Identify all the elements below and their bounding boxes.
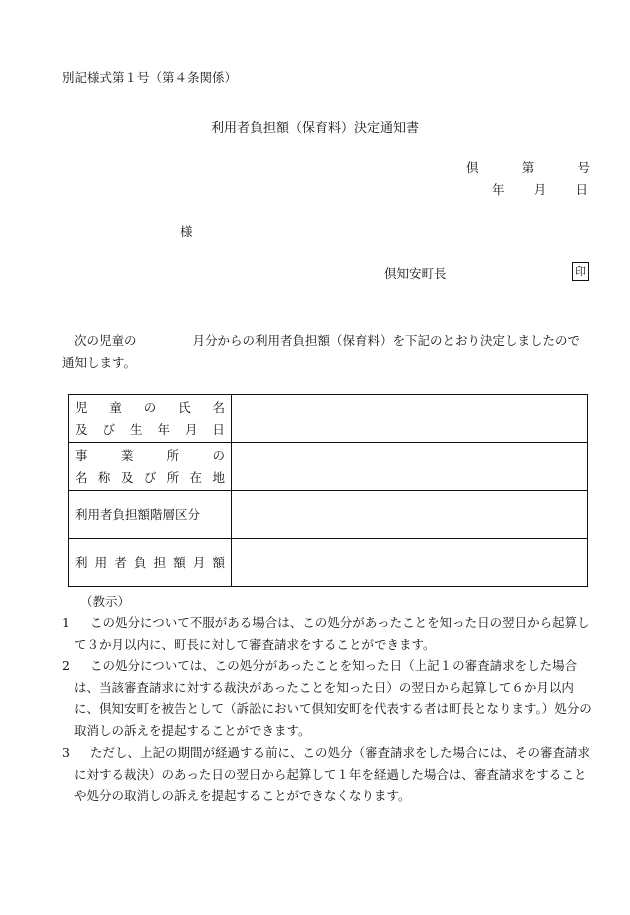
note-number: 2 xyxy=(62,658,70,673)
label-char: 額 xyxy=(173,554,186,570)
label-line xyxy=(75,504,225,526)
label-line xyxy=(75,419,225,441)
label-char: 及 xyxy=(120,469,134,485)
info-table xyxy=(68,394,588,587)
value-child-name-birthdate[interactable] xyxy=(232,395,588,443)
label-char: 日 xyxy=(212,421,225,437)
note-text: この処分について不服がある場合は、この処分があったことを知った日の翌日から起算して３か月以内に、町長に対して審査請求をすることができます。 xyxy=(74,615,590,652)
body-part1: 次の児童の xyxy=(74,333,137,348)
label-char: び xyxy=(143,469,157,485)
note-number: 3 xyxy=(62,745,70,760)
label-char: 年 xyxy=(157,421,170,437)
document-number xyxy=(466,158,590,176)
label-char: 月 xyxy=(192,554,206,570)
label-line xyxy=(75,467,225,489)
note-item xyxy=(62,612,592,655)
label-child-name-birthdate xyxy=(69,395,232,443)
label-char: の xyxy=(212,447,225,463)
label-char: の xyxy=(143,399,157,415)
label-monthly-fee xyxy=(69,539,232,587)
label-line xyxy=(75,552,225,574)
label-line xyxy=(75,445,225,467)
notes-heading: （教示） xyxy=(80,594,131,609)
label-char: 在 xyxy=(189,469,203,485)
doc-number-middle: 第 xyxy=(521,160,535,175)
label-char: 月 xyxy=(184,421,198,437)
label-char: 業 xyxy=(120,447,134,463)
label-char: 利 xyxy=(75,554,88,570)
label-char: 所 xyxy=(166,447,180,463)
label-char: 童 xyxy=(109,399,122,415)
date-day: 日 xyxy=(575,182,588,197)
note-item xyxy=(62,742,592,807)
notice-body xyxy=(62,330,590,374)
note-number: 1 xyxy=(62,615,70,630)
doc-number-suffix: 号 xyxy=(577,160,590,175)
date-month: 月 xyxy=(533,182,547,197)
label-char: 名 xyxy=(75,469,88,485)
label-char: 氏 xyxy=(178,399,191,415)
value-fee-tier[interactable] xyxy=(232,491,588,539)
value-monthly-fee[interactable] xyxy=(232,539,588,587)
addressee-suffix: 様 xyxy=(180,224,193,239)
label-char: 所 xyxy=(166,469,180,485)
document-date xyxy=(492,180,588,198)
table-row xyxy=(69,395,588,443)
table-row xyxy=(69,539,588,587)
label-facility-name-address xyxy=(69,443,232,491)
note-text: この処分については、この処分があったことを知った日（上記１の審査請求をした場合は、当該審査請求に対する裁決があったことを知った日）の翌日から起算して６か月以内に、倶知安町を被告として（訴訟において倶知安町を代表する者は町長となります。）処分の取消しの訴えを提起することができます。 xyxy=(74,658,592,738)
label-char: 名 xyxy=(212,399,225,415)
label-char: 生 xyxy=(129,421,143,437)
label-char: 担 xyxy=(153,554,167,570)
label-line xyxy=(75,397,225,419)
seal-mark: 印 xyxy=(572,262,589,281)
value-facility-name-address[interactable] xyxy=(232,443,588,491)
label-char: 用 xyxy=(94,554,108,570)
form-label: 別記様式第１号（第４条関係） xyxy=(62,70,238,85)
document-title: 利用者負担額（保育料）決定通知書 xyxy=(210,121,419,136)
table-row xyxy=(69,443,588,491)
label-char: び xyxy=(102,421,115,437)
body-part2: 月分からの利用者負担額（保育料）を下記のとおり決定しましたので通知します。 xyxy=(62,333,581,370)
label-char: 者 xyxy=(114,554,127,570)
label-char: 事 xyxy=(75,447,88,463)
label-char: 額 xyxy=(212,554,225,570)
table-row xyxy=(69,491,588,539)
label-char: 称 xyxy=(97,469,111,485)
label-char: 地 xyxy=(212,469,225,485)
label-text: 利用者負担額階層区分 xyxy=(75,506,201,522)
note-item xyxy=(62,655,592,741)
issuer-name: 倶知安町長 xyxy=(384,266,447,281)
label-char: 負 xyxy=(133,554,147,570)
label-fee-tier xyxy=(69,491,232,539)
doc-number-prefix: 倶 xyxy=(466,160,479,175)
label-char: 児 xyxy=(75,399,88,415)
date-year: 年 xyxy=(492,182,505,197)
note-text: ただし、上記の期間が経過する前に、この処分（審査請求をした場合には、その審査請求に対する裁決）のあった日の翌日から起算して１年を経過した場合は、審査請求をすることや処分の取消しの訴えを提起することができなくなります。 xyxy=(74,745,591,803)
label-char: 及 xyxy=(75,421,88,437)
